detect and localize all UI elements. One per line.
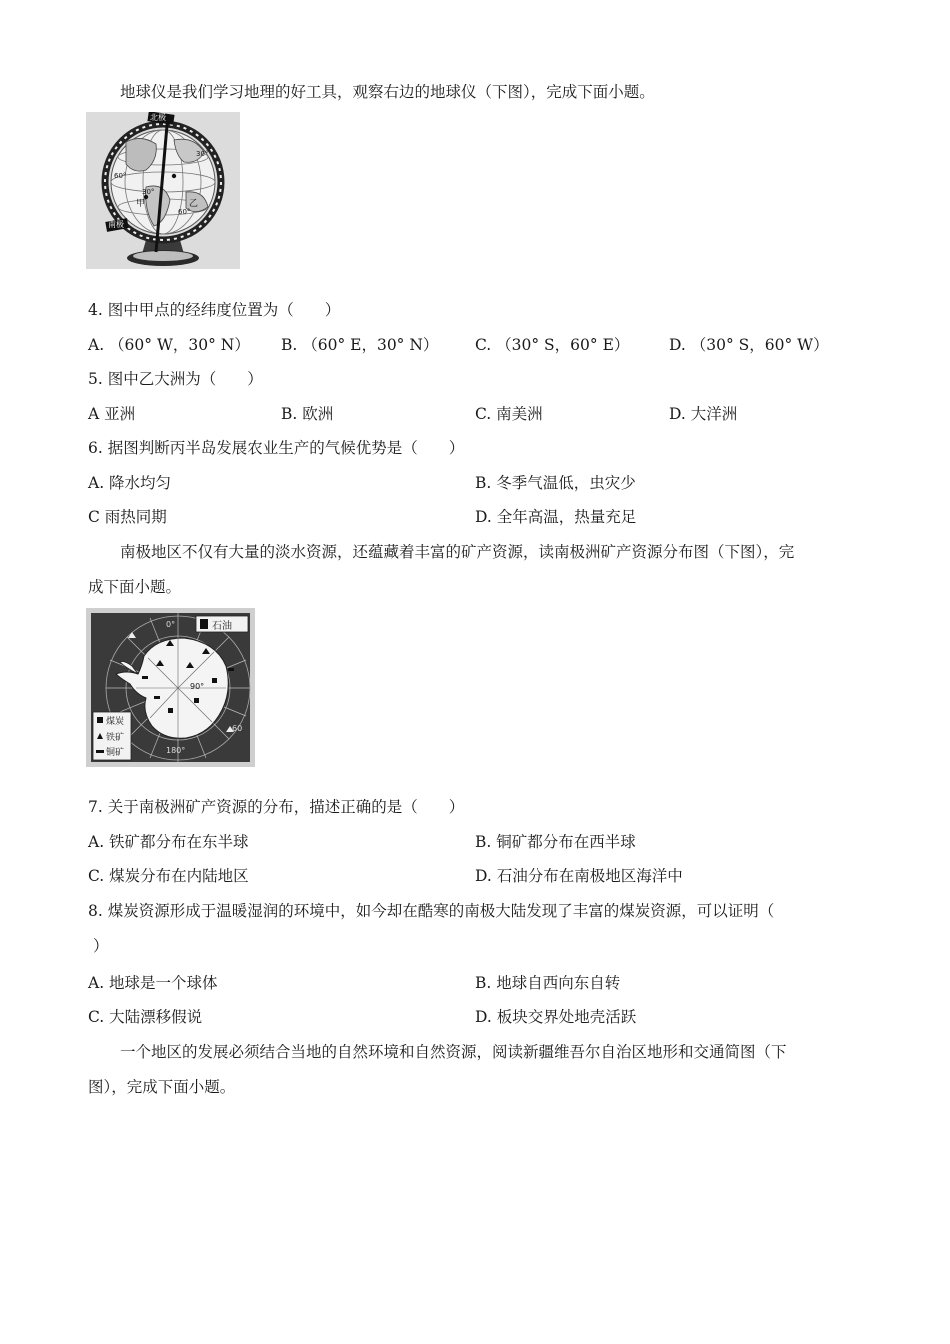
meridian-0-label: 0° [166,620,176,629]
q8-option-c: C. 大陆漂移假说 [88,1008,203,1026]
lon-label: 60° [114,172,127,180]
q5-option-d: D. 大洋洲 [669,405,738,423]
intro-xinjiang-line2: 图），完成下面小题。 [88,1078,236,1096]
north-pole-label: 北极 [150,113,166,122]
q4-option-d: D. （30° S，60° W） [669,336,829,354]
q4-option-a: A. （60° W，30° N） [88,336,250,354]
meridian-90-label: 90° [190,682,205,691]
intro-globe: 地球仪是我们学习地理的好工具，观察右边的地球仪（下图），完成下面小题。 [120,83,655,101]
point-jia-label: 甲 [136,199,146,209]
q8-option-d: D. 板块交界处地壳活跃 [475,1008,637,1026]
q8-stem-line1: 8. 煤炭资源形成于温暖湿润的环境中，如今却在酷寒的南极大陆发现了丰富的煤炭资源，可以证明（ [88,902,775,920]
q5-option-a: A 亚洲 [88,405,136,423]
q8-option-b: B. 地球自西向东自转 [475,974,621,992]
q7-option-d: D. 石油分布在南极地区海洋中 [475,867,683,885]
q5-stem: 5. 图中乙大洲为（ ） [88,370,263,388]
lat-label: 30° [142,188,155,196]
legend-coal-label: 煤炭 [106,717,125,727]
q8-stem-line2: ） [93,937,109,955]
q7-option-a: A. 铁矿都分布在东半球 [88,833,249,851]
latitude-60-label: 60 [232,724,243,733]
legend-copper-label: 铜矿 [106,748,125,758]
q7-option-c: C. 煤炭分布在内陆地区 [88,867,249,885]
intro-antarctica-line1: 南极地区不仅有大量的淡水资源，还蕴藏着丰富的矿产资源，读南极洲矿产资源分布图（下图），完 [120,543,795,561]
q6-option-b: B. 冬季气温低，虫灾少 [475,474,636,492]
intro-antarctica-line2: 成下面小题。 [88,578,182,596]
q4-option-c: C. （30° S，60° E） [475,336,630,354]
lat-label: 30° [196,150,209,158]
q6-stem: 6. 据图判断丙半岛发展农业生产的气候优势是（ ） [88,439,465,457]
antarctica-map [86,608,255,767]
q6-option-d: D. 全年高温，热量充足 [475,508,637,526]
point-yi-label: 乙 [189,199,199,209]
meridian-180-label: 180° [166,746,186,755]
legend-iron-label: 铁矿 [106,733,125,743]
q4-option-b: B. （60° E，30° N） [281,336,439,354]
legend-oil-label: 石油 [212,621,232,632]
globe-figure [86,112,240,269]
q8-option-a: A. 地球是一个球体 [88,974,218,992]
south-pole-label: 南极 [108,220,124,229]
q7-option-b: B. 铜矿都分布在西半球 [475,833,636,851]
q7-stem: 7. 关于南极洲矿产资源的分布，描述正确的是（ ） [88,798,465,816]
globe-illustration [86,112,240,269]
lon-label: 60° [178,208,191,216]
q5-option-c: C. 南美洲 [475,405,543,423]
q6-option-a: A. 降水均匀 [88,474,172,492]
q5-option-b: B. 欧洲 [281,405,334,423]
intro-xinjiang-line1: 一个地区的发展必须结合当地的自然环境和自然资源，阅读新疆维吾尔自治区地形和交通简图（下 [120,1043,787,1061]
q4-stem: 4. 图中甲点的经纬度位置为（ ） [88,301,341,319]
q6-option-c: C 雨热同期 [88,508,167,526]
